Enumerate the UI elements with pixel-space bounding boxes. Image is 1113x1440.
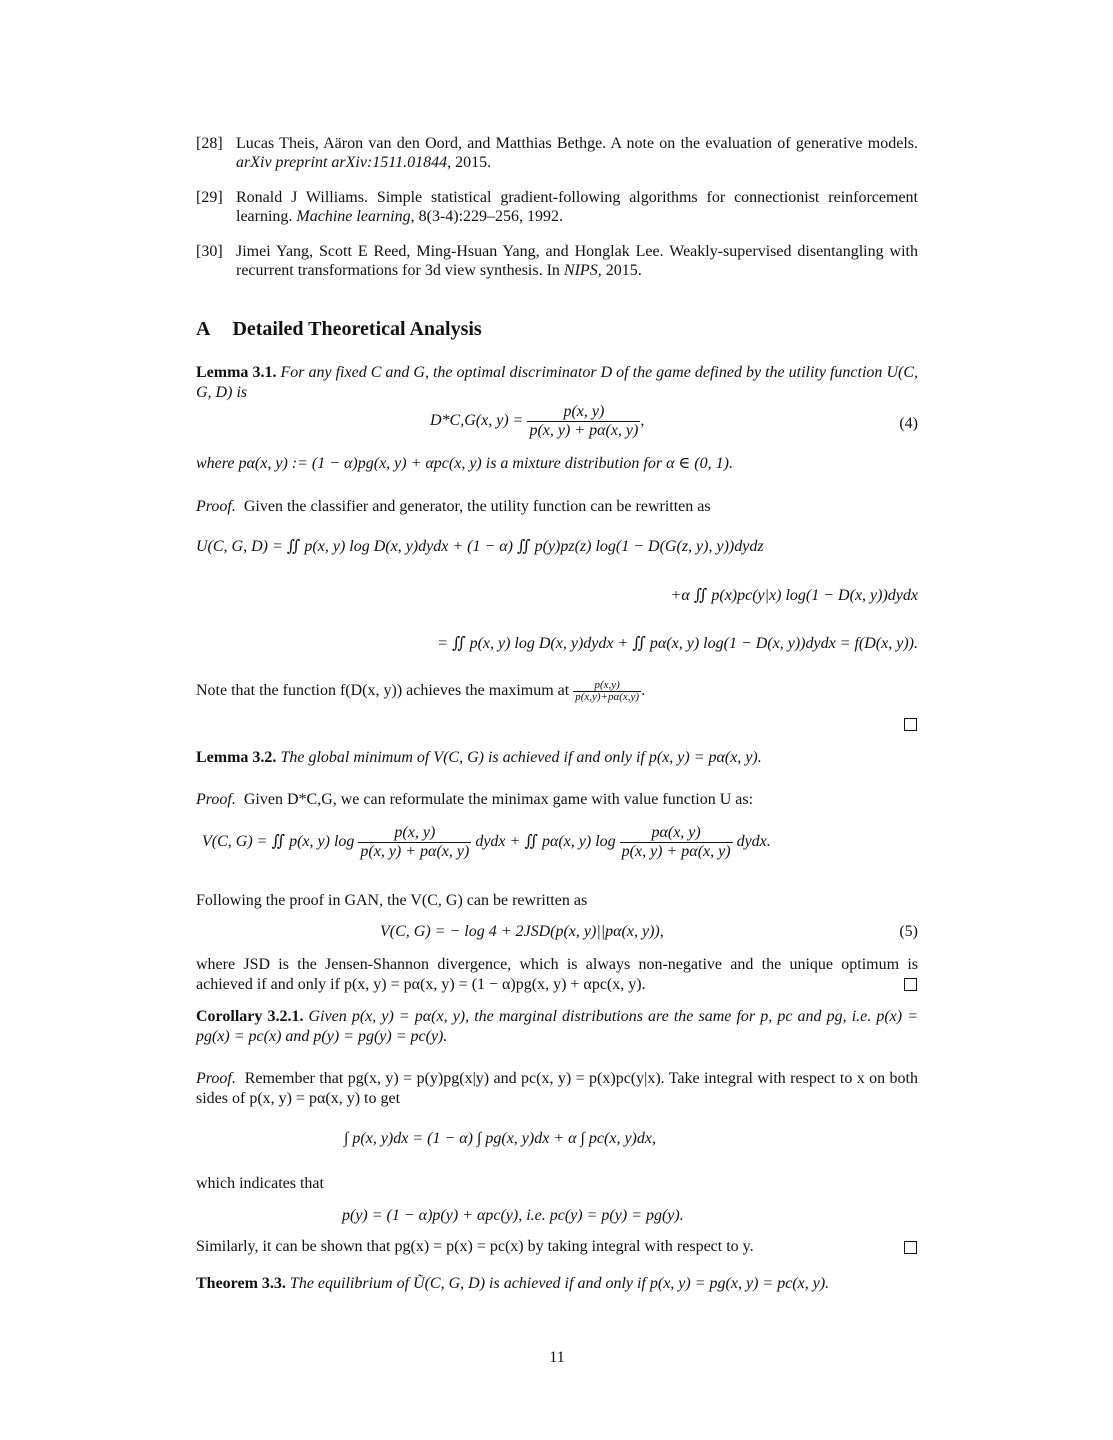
eq4-numerator: p(x, y): [527, 403, 640, 422]
reference-tail: , 2015.: [597, 262, 642, 279]
proof-3-1-intro: [196, 497, 918, 517]
equation-4: [430, 403, 644, 440]
reference-28: [196, 134, 918, 172]
eq4-fraction: [527, 403, 640, 440]
indicates-text: which indicates that: [196, 1175, 324, 1192]
reference-venue: NIPS: [563, 262, 598, 279]
reference-venue: arXiv preprint arXiv:1511.01844: [236, 154, 448, 171]
value-function-eq: [202, 824, 771, 861]
lemma-3-1: [196, 363, 918, 403]
proof-3-2-intro: [196, 790, 918, 810]
reference-number: [29]: [196, 189, 223, 206]
lemma-statement: For any fixed C and G, the optimal discriminator D of the game defined by the utility function U(C, G, D) is: [196, 364, 918, 401]
lemma-where-text: where pα(x, y) := (1 − α)pg(x, y) + αpc(x, y) is a mixture distribution for α ∈ (0, 1).: [196, 455, 733, 472]
reference-30: [196, 242, 918, 280]
proof-intro: Remember that pg(x, y) = p(y)pg(x|y) and pc(x, y) = p(x)pc(y|x). Take integral with respect to x on both sides of p(x, y) = pα(x, y) to get: [196, 1070, 919, 1107]
qed-symbol: [904, 978, 917, 991]
eq4-lhs: D*C,G(x, y) =: [430, 412, 524, 430]
integral-equation: ∫ p(x, y)dx = (1 − α) ∫ pg(x, y)dx + α ∫ pc(x, y)dx,: [344, 1130, 656, 1147]
similarly-text: Similarly, it can be shown that pg(x) = p(x) = pc(x) by taking integral with respect to y.: [196, 1238, 754, 1255]
proof-corollary-intro: [196, 1069, 918, 1109]
v-f2-denominator: p(x, y) + pα(x, y): [621, 843, 731, 860]
equation-5: V(C, G) = − log 4 + 2JSD(p(x, y)||pα(x, y)),: [380, 923, 664, 940]
reference-tail: , 2015.: [447, 154, 492, 171]
v-f2-numerator: pα(x, y): [620, 824, 733, 843]
v-mid: dydx + ∬ pα(x, y) log: [475, 833, 616, 851]
v-fraction-1: [358, 824, 471, 861]
lemma-3-2: [196, 748, 918, 768]
note-fraction: [573, 680, 641, 703]
note-tail: .: [641, 682, 646, 700]
eq4-denominator: p(x, y) + pα(x, y): [529, 422, 639, 439]
qed-symbol: [904, 718, 917, 731]
equation-number-5: (5): [899, 923, 918, 940]
marginal-equation: p(y) = (1 − α)p(y) + αpc(y), i.e. pc(y) = p(y) = pg(y).: [342, 1207, 684, 1224]
reference-authors: Jimei Yang, Scott E Reed, Ming-Hsuan Yang, and Honglak Lee. Weakly-supervised disentangling with recurrent transformations for 3d view synthesis. In: [236, 243, 918, 279]
corollary-3-2-1: [196, 1007, 918, 1047]
note-text: Note that the function f(D(x, y)) achieves the maximum at: [196, 682, 570, 700]
jsd-text: where JSD is the Jensen-Shannon divergence, which is always non-negative and the unique optimum is achieved if and only if p(x, y) = pα(x, y) = (1 − α)pg(x, y) + αpc(x, y).: [196, 956, 918, 993]
note-numerator: p(x,y): [573, 680, 641, 692]
proof-label: Proof.: [196, 1070, 236, 1087]
utility-eq-line-3: = ∬ p(x, y) log D(x, y)dydx + ∬ pα(x, y) log(1 − D(x, y))dydx = f(D(x, y)).: [437, 635, 918, 652]
corollary-label: Corollary 3.2.1.: [196, 1008, 304, 1025]
section-number: A: [196, 318, 211, 340]
reference-tail: , 8(3-4):229–256, 1992.: [410, 208, 564, 225]
v-tail: dydx.: [736, 833, 771, 851]
equation-number-4: (4): [899, 415, 918, 432]
proof-label: Proof.: [196, 791, 236, 808]
eq4-tail: ,: [640, 412, 645, 430]
section-title: Detailed Theoretical Analysis: [232, 318, 482, 340]
v-fraction-2: [620, 824, 733, 861]
proof-intro: Given D*C,G, we can reformulate the minimax game with value function U as:: [243, 791, 754, 808]
v-lhs: V(C, G) = ∬ p(x, y) log: [202, 833, 355, 851]
lemma-label: Lemma 3.2.: [196, 749, 277, 766]
following-text: Following the proof in GAN, the V(C, G) can be rewritten as: [196, 892, 588, 909]
lemma-where: [196, 454, 918, 474]
reference-authors: Ronald J Williams. Simple statistical gradient-following algorithms for connectionist reinforcement learning.: [236, 189, 918, 225]
utility-eq-line-1: U(C, G, D) = ∬ p(x, y) log D(x, y)dydx + (1 − α) ∬ p(y)pz(z) log(1 − D(G(z, y), y))dydz: [196, 538, 764, 555]
corollary-statement: Given p(x, y) = pα(x, y), the marginal distributions are the same for p, pc and pg, i.e. p(x) = pg(x) = pc(x) and p(y) = pg(y) = pc(y).: [196, 1008, 919, 1045]
proof-3-1-note: [196, 680, 918, 703]
theorem-3-3: [196, 1274, 918, 1294]
note-denominator: p(x,y)+pα(x,y): [575, 691, 640, 703]
reference-number: [30]: [196, 243, 223, 260]
reference-number: [28]: [196, 135, 223, 152]
lemma-label: Lemma 3.1.: [196, 364, 277, 381]
proof-intro: Given the classifier and generator, the utility function can be rewritten as: [243, 498, 711, 515]
reference-29: [196, 188, 918, 226]
lemma-statement: The global minimum of V(C, G) is achieved if and only if p(x, y) = pα(x, y).: [280, 749, 762, 766]
reference-venue: Machine learning: [296, 208, 411, 225]
v-f1-denominator: p(x, y) + pα(x, y): [360, 843, 470, 860]
qed-symbol: [904, 1241, 917, 1254]
reference-authors: Lucas Theis, Aäron van den Oord, and Matthias Bethge. A note on the evaluation of generative models.: [236, 135, 918, 152]
theorem-label: Theorem 3.3.: [196, 1275, 286, 1292]
utility-eq-line-2: +α ∬ p(x)pc(y|x) log(1 − D(x, y))dydx: [670, 587, 918, 604]
proof-label: Proof.: [196, 498, 236, 515]
v-f1-numerator: p(x, y): [358, 824, 471, 843]
page-number: 11: [549, 1349, 565, 1366]
section-heading: [196, 318, 482, 341]
theorem-statement: The equilibrium of Ũ(C, G, D) is achieved if and only if p(x, y) = pg(x, y) = pc(x, y).: [289, 1275, 830, 1292]
